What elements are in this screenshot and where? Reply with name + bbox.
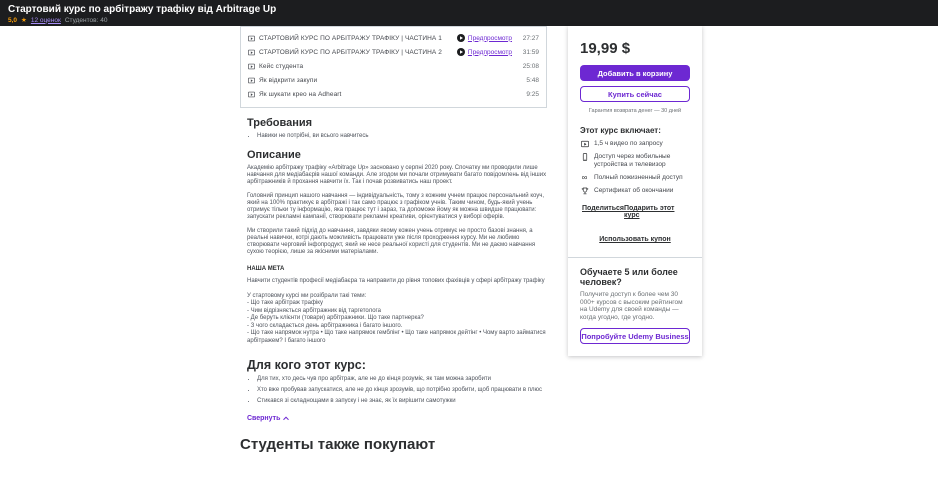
- collapse-link[interactable]: [247, 415, 547, 422]
- curriculum-list: [240, 26, 547, 108]
- lecture-row[interactable]: [248, 74, 539, 88]
- lecture-duration: 25:08: [522, 62, 539, 70]
- infinity-icon: ∞: [581, 173, 588, 182]
- audience-item: • Хто вже пробував запускатися, але не до кінця зрозумів, що потрібно зробити, щоб працювати в плюс: [257, 387, 547, 394]
- lecture-title: Як шукати крео на Adheart: [259, 91, 342, 99]
- lecture-row[interactable]: [248, 88, 539, 102]
- business-text: Получите доступ к более чем 30 000+ курсов с высоким рейтингом на Udemy для своей команды — когда угодно, где угодно.: [580, 291, 683, 321]
- topic-item: - Чим відрізняється арбітражник від таргетолога: [247, 307, 381, 314]
- apply-coupon-link[interactable]: Использовать купон: [599, 236, 671, 243]
- includes-label: Полный пожизненный доступ: [594, 174, 683, 181]
- students-count: Студентов: 40: [64, 16, 108, 24]
- mobile-icon: [580, 153, 589, 169]
- course-title: Стартовий курс по арбітражу трафіку від Arbitrage Up: [8, 4, 277, 15]
- lecture-video-icon: [248, 77, 259, 84]
- play-icon: [457, 48, 465, 56]
- requirements-heading: Требования: [247, 116, 313, 129]
- course-header-bar: [0, 0, 938, 26]
- topic-item: - З чого складається день арбітражника і багато іншого.: [247, 322, 403, 329]
- collapse-label: Свернуть: [247, 415, 281, 423]
- ratings-count-link[interactable]: 12 оценок: [30, 16, 61, 24]
- lecture-title: Кейс студента: [259, 62, 304, 70]
- goal-text: Навчити студентів професії медіабаєра та направити до рівня топових фахівців у сфері арбітражу трафіку: [247, 277, 545, 284]
- audience-item: • Стикався зі складнощами в запуску і не знає, як їх вирішити самотужки: [257, 398, 547, 405]
- includes-item: [580, 153, 690, 169]
- rating-value: 5,0: [8, 16, 18, 24]
- course-meta: [8, 16, 938, 24]
- money-back-guarantee: Гарантия возврата денег — 30 дней: [588, 108, 682, 114]
- includes-label: 1,5 ч видео по запросу: [594, 140, 663, 147]
- audience-heading: Для кого этот курс:: [247, 358, 366, 373]
- lecture-video-icon: [248, 91, 259, 98]
- lecture-video-icon: [248, 35, 259, 42]
- lecture-video-icon: [248, 63, 259, 70]
- lecture-row[interactable]: [248, 31, 539, 45]
- share-link[interactable]: Поделиться: [582, 205, 625, 212]
- lecture-duration: 5:48: [526, 77, 539, 85]
- includes-item: [580, 140, 690, 148]
- preview-link[interactable]: Предпросмотр: [467, 48, 512, 56]
- topics-intro: У стартовому курсі ми розібрали такі теми:: [247, 292, 367, 299]
- buy-now-button[interactable]: Купить сейчас: [580, 86, 690, 102]
- includes-label: Сертификат об окончании: [594, 187, 674, 194]
- lecture-video-icon: [248, 49, 259, 56]
- preview-link[interactable]: Предпросмотр: [467, 34, 512, 42]
- lecture-title: СТАРТОВИЙ КУРС ПО АРБІТРАЖУ ТРАФІКУ | ЧАСТИНА 2: [259, 48, 442, 56]
- lecture-title: СТАРТОВИЙ КУРС ПО АРБІТРАЖУ ТРАФІКУ | ЧАСТИНА 1: [259, 34, 442, 42]
- topic-item: - Що таке напрямок нутра • Що таке напрямок гемблінг • Що таке напрямок дейтінг • Чому варто займатися арбітражем? І багато іншого: [247, 330, 546, 344]
- also-buy-heading: Студенты также покупают: [240, 436, 436, 454]
- topics-list: [247, 293, 547, 346]
- trophy-icon: [580, 187, 589, 195]
- description-paragraph: Ми створили такий підхід до навчання, завдяки якому кожен учень отримує не просто базові знання, а реальні навички, котрі дають можливість працювати уже після проходження курсу. Ми не любимо створювати черговий інфопродукт, який не несе реальної користі для студентів. Ми не даємо навчання сухою теорією, лише за якісними матеріалами.: [247, 227, 536, 255]
- lecture-row[interactable]: [248, 45, 539, 59]
- includes-item: [580, 187, 690, 195]
- video-icon: [580, 140, 589, 148]
- includes-list: [580, 140, 690, 195]
- requirements-section: [247, 117, 547, 140]
- goal-heading: НАША МЕТА: [247, 265, 285, 272]
- course-price: 19,99 $: [580, 40, 631, 57]
- udemy-business-button[interactable]: Попробуйте Udemy Business: [580, 328, 690, 344]
- topic-item: - Де беруть клієнти (товари) арбітражники. Що таке партнерка?: [247, 315, 424, 322]
- description-paragraph: Головний принцип нашого навчання — індивідуальність, тому з кожним учнем працює персональний коуч, який на 100% практикує в арбітражі і так само працює з графіком учнів. Таким чином, будь-який учень отримує тільки ту інформацію, яка працює тут і зараз, та допоможе йому як можна швидше працювати: запускати рекламні кампанії, створювати рекламні креативи, орієнтуватися у виборі оферів.: [247, 192, 545, 220]
- main-content: [240, 26, 547, 453]
- gift-course-link[interactable]: Подарить этот курс: [624, 205, 675, 219]
- share-gift-row: [580, 205, 690, 219]
- purchase-card: [568, 26, 702, 356]
- chevron-up-icon: [283, 416, 289, 421]
- business-heading: Обучаете 5 или более человек?: [580, 267, 678, 287]
- lecture-duration: 31:59: [522, 48, 539, 56]
- topic-item: - Що таке арбітраж трафіку: [247, 300, 323, 307]
- description-paragraph: Академію арбітражу трафіку «Arbitrage Up» засновано у серпні 2020 року. Спочатку ми проводили лише навчання для медіабаєрів нашої команди. Але згодом ми почали отримувати багато повідомлень від інших арбітражників й прохання навчити їх. Так і почав розвиватись наш проект.: [247, 164, 547, 185]
- description-section: [247, 149, 547, 346]
- audience-section: [247, 358, 547, 405]
- lecture-duration: 9:25: [526, 91, 539, 99]
- includes-item: [580, 174, 690, 182]
- lecture-duration: 27:27: [522, 34, 539, 42]
- description-heading: Описание: [247, 148, 301, 161]
- add-to-cart-button[interactable]: Добавить в корзину: [580, 65, 690, 81]
- includes-label: Доступ через мобильные устройства и телевизор: [594, 153, 671, 168]
- star-icon: ★: [21, 17, 27, 24]
- play-icon: [457, 34, 465, 42]
- lecture-row[interactable]: [248, 59, 539, 73]
- lecture-title: Як відкрити закупи: [259, 77, 318, 85]
- includes-heading: Этот курс включает:: [580, 126, 661, 135]
- requirement-item: • Навики не потрібні, ви всього навчитесь: [257, 133, 547, 140]
- card-divider: [568, 257, 702, 258]
- audience-item: • Для тих, хто десь чув про арбітраж, але не до кінця розуміє, як там можна заробити: [257, 376, 547, 383]
